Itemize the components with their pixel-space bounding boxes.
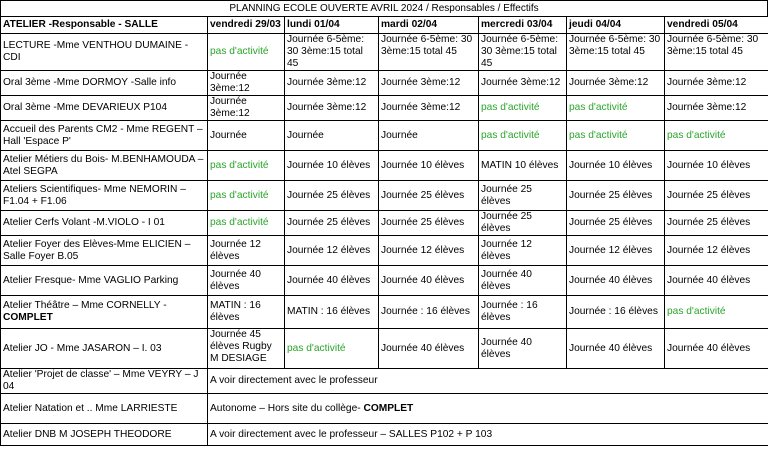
schedule-cell: Journée 12 élèves bbox=[479, 236, 567, 266]
atelier-label: Oral 3ème -Mme DEVARIEUX P104 bbox=[3, 102, 167, 113]
atelier-cell bbox=[1, 96, 208, 121]
atelier-label: Atelier Fresque- Mme VAGLIO Parking bbox=[3, 274, 179, 286]
schedule-cell: Journée 40 élèves bbox=[665, 266, 768, 296]
planning-table bbox=[0, 16, 768, 446]
schedule-cell: Journée 25 élèves bbox=[479, 211, 567, 236]
atelier-cell bbox=[1, 266, 208, 296]
atelier-label: Atelier Métiers du Bois- M.BENHAMOUDA – Atel SEGPA bbox=[3, 153, 204, 177]
atelier-label: Atelier JO - Mme JASARON – I. 03 bbox=[3, 342, 162, 354]
schedule-cell: MATIN 10 élèves bbox=[479, 151, 567, 181]
atelier-cell bbox=[1, 121, 208, 151]
atelier-cell bbox=[1, 181, 208, 211]
atelier-label: Atelier Théâtre – Mme CORNELLY - bbox=[3, 300, 167, 311]
schedule-cell: Journée 40 élèves bbox=[567, 266, 665, 296]
schedule-cell: Journée 25 élèves bbox=[479, 181, 567, 211]
no-activity-cell: pas d'activité bbox=[479, 96, 567, 121]
schedule-cell: Journée 12 élèves bbox=[567, 236, 665, 266]
atelier-label: Oral 3ème -Mme DORMOY -Salle info bbox=[3, 77, 177, 88]
no-activity-cell: pas d'activité bbox=[208, 211, 285, 236]
table-row bbox=[1, 296, 768, 329]
column-header: jeudi 04/04 bbox=[567, 17, 665, 34]
atelier-cell: Atelier DNB M JOSEPH THEODORE bbox=[1, 424, 208, 446]
schedule-cell: Journée 40 élèves bbox=[208, 266, 285, 296]
schedule-cell: Journée 25 élèves bbox=[379, 211, 479, 236]
no-activity-cell: pas d'activité bbox=[665, 296, 768, 329]
table-row bbox=[1, 96, 768, 121]
schedule-cell: Journée bbox=[285, 121, 379, 151]
table-row bbox=[1, 394, 768, 424]
no-activity-cell: pas d'activité bbox=[285, 329, 379, 369]
column-header: mardi 02/04 bbox=[379, 17, 479, 34]
span-info-text: A voir directement avec le professeur bbox=[210, 375, 378, 386]
schedule-cell: Journée 25 élèves bbox=[285, 181, 379, 211]
table-row bbox=[1, 266, 768, 296]
page-title: PLANNING ECOLE OUVERTE AVRIL 2024 / Responsables / Effectifs bbox=[0, 0, 768, 16]
schedule-cell: Journée : 16 élèves bbox=[379, 296, 479, 329]
no-activity-cell: pas d'activité bbox=[665, 121, 768, 151]
schedule-cell: Journée 3ème:12 bbox=[379, 96, 479, 121]
schedule-cell: Journée 25 élèves bbox=[567, 211, 665, 236]
table-row bbox=[1, 121, 768, 151]
schedule-cell: Journée 3ème:12 bbox=[665, 71, 768, 96]
table-row bbox=[1, 236, 768, 266]
schedule-cell: Journée 3ème:12 bbox=[379, 71, 479, 96]
schedule-cell: Journée 12 élèves bbox=[285, 236, 379, 266]
span-info-cell bbox=[208, 424, 768, 446]
column-header: lundi 01/04 bbox=[285, 17, 379, 34]
schedule-cell: Journée 25 élèves bbox=[665, 211, 768, 236]
table-row bbox=[1, 211, 768, 236]
schedule-cell: Journée : 16 élèves bbox=[479, 296, 567, 329]
table-row bbox=[1, 151, 768, 181]
table-row bbox=[1, 71, 768, 96]
schedule-cell: Journée 3ème:12 bbox=[285, 96, 379, 121]
complet-badge: COMPLET bbox=[3, 312, 53, 323]
table-row bbox=[1, 424, 768, 446]
schedule-cell: Journée 40 élèves bbox=[567, 329, 665, 369]
schedule-cell: Journée bbox=[208, 121, 285, 151]
schedule-cell: Journée 3ème:12 bbox=[208, 96, 285, 121]
complet-badge: COMPLET bbox=[363, 402, 414, 414]
atelier-cell bbox=[1, 71, 208, 96]
schedule-cell: Journée 3ème:12 bbox=[208, 71, 285, 96]
span-info-text: A voir directement avec le professeur – SALLES P102 + P 103 bbox=[210, 428, 493, 440]
schedule-cell: Journée 10 élèves bbox=[567, 151, 665, 181]
atelier-cell bbox=[1, 329, 208, 369]
schedule-cell: MATIN : 16 élèves bbox=[208, 296, 285, 329]
atelier-label: Atelier Foyer des Elèves-Mme ELICIEN – Salle Foyer B.05 bbox=[3, 238, 191, 262]
planning-body bbox=[1, 34, 768, 446]
schedule-cell: Journée 10 élèves bbox=[665, 151, 768, 181]
schedule-cell: Journée 3ème:12 bbox=[479, 71, 567, 96]
schedule-cell: Journée 12 élèves bbox=[208, 236, 285, 266]
atelier-cell bbox=[1, 211, 208, 236]
schedule-cell: Journée 45 élèves Rugby M DESIAGE bbox=[208, 329, 285, 369]
schedule-cell: Journée 10 élèves bbox=[285, 151, 379, 181]
schedule-cell: Journée 40 élèves bbox=[665, 329, 768, 369]
atelier-cell bbox=[1, 34, 208, 71]
atelier-label: Atelier Cerfs Volant -M.VIOLO - I 01 bbox=[3, 217, 165, 228]
column-header: vendredi 29/03 bbox=[208, 17, 285, 34]
schedule-cell: Journée 3ème:12 bbox=[285, 71, 379, 96]
no-activity-cell: pas d'activité bbox=[567, 96, 665, 121]
schedule-cell: Journée 40 élèves bbox=[479, 266, 567, 296]
atelier-label: Accueil des Parents CM2 - Mme REGENT – Hall 'Espace P' bbox=[3, 123, 203, 147]
no-activity-cell: pas d'activité bbox=[479, 121, 567, 151]
schedule-cell: Journée 6-5ème: 30 3ème:15 total 45 bbox=[285, 34, 379, 71]
atelier-label: LECTURE -Mme VENTHOU DUMAINE -CDI bbox=[3, 40, 189, 63]
schedule-cell: Journée 6-5ème: 30 3ème:15 total 45 bbox=[567, 34, 665, 71]
span-info-cell bbox=[208, 369, 768, 394]
schedule-cell: Journée 25 élèves bbox=[379, 181, 479, 211]
table-row bbox=[1, 329, 768, 369]
atelier-label: Ateliers Scientifiques- Mme NEMORIN – F1.04 + F1.06 bbox=[3, 183, 186, 207]
schedule-cell: Journée 12 élèves bbox=[379, 236, 479, 266]
schedule-cell: Journée 6-5ème: 30 3ème:15 total 45 bbox=[665, 34, 768, 71]
atelier-cell: Atelier Natation et .. Mme LARRIESTE bbox=[1, 394, 208, 424]
schedule-cell: Journée bbox=[379, 121, 479, 151]
schedule-cell: Journée 40 élèves bbox=[379, 329, 479, 369]
schedule-cell: Journée : 16 élèves bbox=[567, 296, 665, 329]
schedule-cell: Journée 40 élèves bbox=[285, 266, 379, 296]
header-row bbox=[1, 17, 768, 34]
schedule-cell: Journée 12 élèves bbox=[665, 236, 768, 266]
span-info-cell bbox=[208, 394, 768, 424]
no-activity-cell: pas d'activité bbox=[208, 34, 285, 71]
table-row bbox=[1, 181, 768, 211]
column-header: ATELIER -Responsable - SALLE bbox=[1, 17, 208, 34]
schedule-cell: Journée 3ème:12 bbox=[665, 96, 768, 121]
column-header: vendredi 05/04 bbox=[665, 17, 768, 34]
atelier-cell bbox=[1, 236, 208, 266]
schedule-cell: Journée 6-5ème: 30 3ème:15 total 45 bbox=[479, 34, 567, 71]
schedule-cell: Journée 3ème:12 bbox=[567, 71, 665, 96]
schedule-cell: MATIN : 16 élèves bbox=[285, 296, 379, 329]
schedule-cell: Journée 40 élèves bbox=[379, 266, 479, 296]
atelier-cell bbox=[1, 296, 208, 329]
schedule-cell: Journée 25 élèves bbox=[285, 211, 379, 236]
no-activity-cell: pas d'activité bbox=[567, 121, 665, 151]
schedule-cell: Journée 25 élèves bbox=[665, 181, 768, 211]
schedule-cell: Journée 10 élèves bbox=[379, 151, 479, 181]
column-header: mercredi 03/04 bbox=[479, 17, 567, 34]
atelier-cell: Atelier 'Projet de classe' – Mme VEYRY – J 04 bbox=[1, 369, 208, 394]
table-row bbox=[1, 369, 768, 394]
no-activity-cell: pas d'activité bbox=[208, 151, 285, 181]
no-activity-cell: pas d'activité bbox=[208, 181, 285, 211]
schedule-cell: Journée 25 élèves bbox=[567, 181, 665, 211]
span-info-text: Autonome – Hors site du collège- bbox=[210, 402, 364, 414]
schedule-cell: Journée 40 élèves bbox=[479, 329, 567, 369]
table-row bbox=[1, 34, 768, 71]
schedule-cell: Journée 6-5ème: 30 3ème:15 total 45 bbox=[379, 34, 479, 71]
atelier-cell bbox=[1, 151, 208, 181]
